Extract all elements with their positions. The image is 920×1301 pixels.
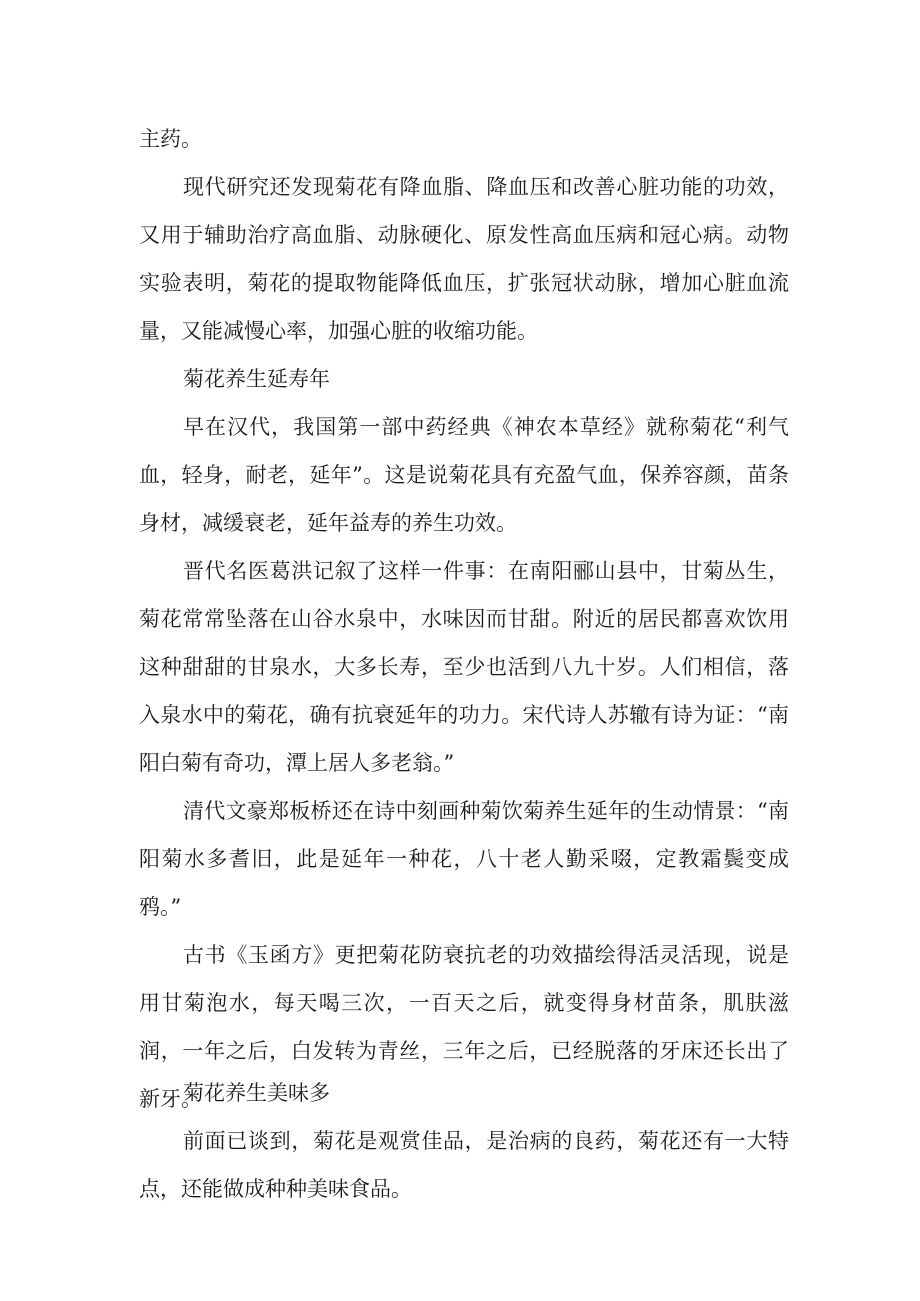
paragraph-food-block [139,1117,789,1213]
paragraph-yuhanfang: 古书《玉函方》更把菊花防衰抗老的功效描绘得活灵活现，说是用甘菊泡水，每天喝三次，一百天之后，就变得身材苗条，肌肤滋润，一年之后，白发转为青丝，三年之后，已经脱落的牙床还长出了新牙。 [139,943,789,1111]
section-heading-longevity-block [139,355,789,403]
paragraph-continuation: 主药。 [139,127,202,151]
paragraph-han-dynasty: 早在汉代，我国第一部中药经典《神农本草经》就称菊花“利气血，轻身，耐老，延年”。这是说菊花具有充盈气血，保养容颜，苗条身材，减缓衰老，延年益寿的养生功效。 [139,415,789,535]
section-heading-longevity: 菊花养生延寿年 [183,367,330,391]
paragraph-modern-research: 现代研究还发现菊花有降血脂、降血压和改善心脏功能的功效，又用于辅助治疗高血脂、动脉硬化、原发性高血压病和冠心病。动物实验表明，菊花的提取物能降低血压，扩张冠状动脉，增加心脏血流量，又能减慢心率，加强心脏的收缩功能。 [139,175,789,343]
paragraph-zheng-banqiao: 清代文豪郑板桥还在诗中刻画种菊饮菊养生延年的生动情景：“南阳菊水多耆旧，此是延年一种花，八十老人勤采啜，定教霜鬓变成鸦。” [139,799,789,919]
continuation-line [139,115,789,163]
paragraph-ge-hong: 晋代名医葛洪记叙了这样一件事：在南阳郦山县中，甘菊丛生，菊花常常坠落在山谷水泉中，水味因而甘甜。附近的居民都喜欢饮用这种甜甜的甘泉水，大多长寿，至少也活到八九十岁。人们相信，落入泉水中的菊花，确有抗衰延年的功力。宋代诗人苏辙有诗为证：“南阳白菊有奇功，潭上居人多老翁。” [139,559,789,775]
section-heading-flavor: 菊花养生美味多 [183,1081,330,1105]
paragraph-food: 前面已谈到，菊花是观赏佳品，是治病的良药，菊花还有一大特点，还能做成种种美味食品。 [139,1129,789,1201]
paragraph-zheng-banqiao-block [139,787,789,931]
paragraph-han-dynasty-block [139,403,789,547]
section-heading-flavor-block [139,1069,789,1117]
paragraph-modern-research-block [139,163,789,355]
paragraph-ge-hong-block [139,547,789,787]
